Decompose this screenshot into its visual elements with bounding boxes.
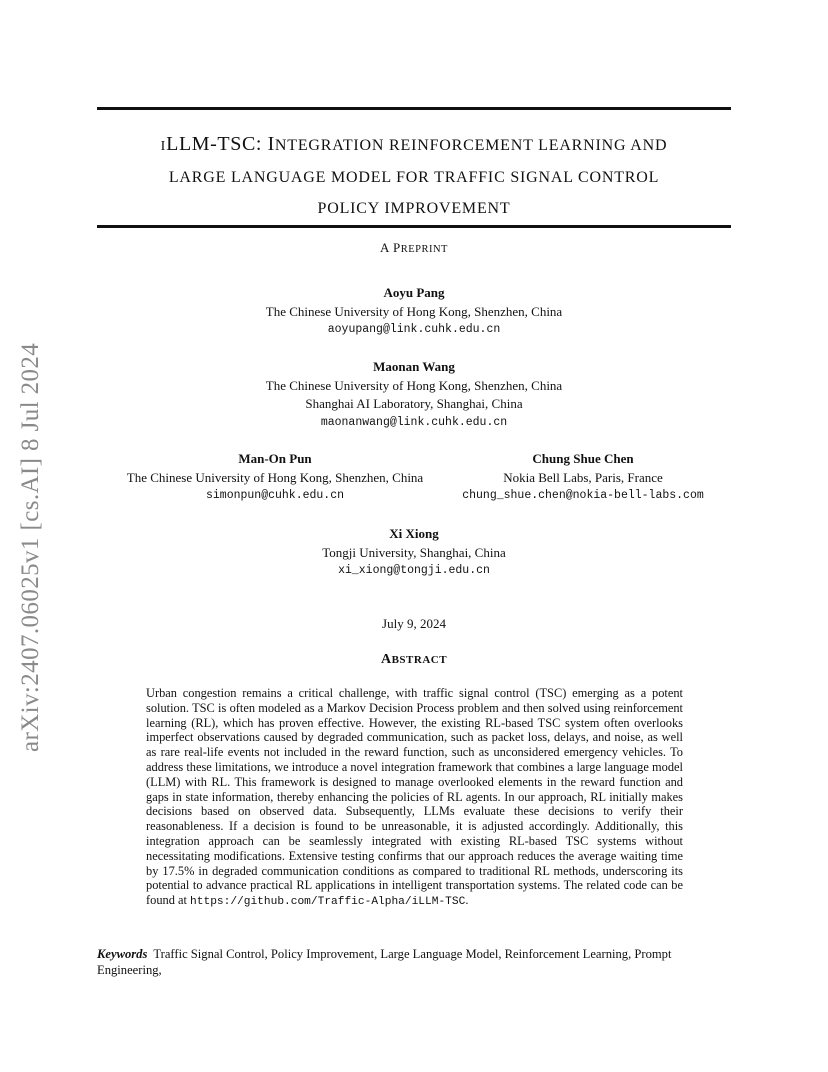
author-email: simonpun@cuhk.edu.cn [205, 489, 345, 502]
author-block [97, 358, 731, 432]
author-name: Chung Shue Chen [532, 451, 634, 466]
preprint-label: A PREPRINT [380, 240, 448, 255]
title-line-1: ILLM-TSC: INTEGRATION REINFORCEMENT LEARNING AND [160, 133, 668, 155]
code-link[interactable]: https://github.com/Traffic-Alpha/iLLM-TSC [190, 896, 466, 909]
author-name: Aoyu Pang [383, 285, 445, 300]
author-block [97, 525, 731, 581]
author-email: xi_xiong@tongji.edu.cn [338, 564, 490, 577]
abstract-heading: ABSTRACT [380, 652, 448, 667]
author-block [455, 450, 711, 506]
author-email: maonanwang@link.cuhk.edu.cn [320, 415, 508, 429]
publication-date: July 9, 2024 [382, 616, 446, 631]
author-name: Man-On Pun [238, 451, 312, 466]
author-affiliation: Shanghai AI Laboratory, Shanghai, China [305, 396, 523, 411]
author-affiliation: Tongji University, Shanghai, China [322, 544, 506, 560]
title-top-rule [97, 107, 731, 110]
author-block [97, 450, 453, 506]
author-email: aoyupang@link.cuhk.edu.cn [327, 323, 501, 336]
keywords-label: Keywords [97, 947, 148, 961]
author-affiliation: The Chinese University of Hong Kong, Shenzhen, China [265, 303, 563, 319]
author-affiliation: Nokia Bell Labs, Paris, France [503, 469, 663, 485]
keywords-text: Traffic Signal Control, Policy Improvement, Large Language Model, Reinforcement Learning, Prompt Engineering, [97, 947, 672, 977]
arxiv-identifier-stamp: arXiv:2407.06025v1 [cs.AI] 8 Jul 2024 [17, 342, 44, 752]
author-affiliation: The Chinese University of Hong Kong, Shenzhen, China [126, 469, 424, 485]
abstract-text: Urban congestion remains a critical challenge, with traffic signal control (TSC) emerging as a potent solution. TSC is often modeled as a Markov Decision Process problem and then solved using reinforcement learning (RL), which has proven effective. However, the existing RL-based TSC system often overlooks imperfect observations caused by degraded communication, such as packet loss, delays, and noise, as well as rare real-life events not included in the reward function, such as unconsidered emergency vehicles. To address these limitations, we introduce a novel integration framework that combines a large language model (LLM) with RL. This framework is designed to manage overlooked elements in the reward function and gaps in state information, thereby enhancing the policies of RL agents. In our approach, RL initially makes decisions based on observed data. Subsequently, LLMs evaluate these decisions to verify their reasonableness. If a decision is found to be unreasonable, it is adjusted accordingly. Additionally, this integration approach can be seamlessly integrated with existing RL-based TSC systems without necessitating modifications. Extensive testing confirms that our approach reduces the average waiting time by 17.5% in degraded communication conditions as compared to traditional RL methods, underscoring its potential to advance practical RL applications in intelligent transportation systems. The related code can be found at https://github.com/Traffic-Alpha/iLLM-TSC. [146, 686, 683, 909]
author-name: Xi Xiong [389, 526, 439, 541]
author-block [97, 284, 731, 340]
title-line-2: LARGE LANGUAGE MODEL FOR TRAFFIC SIGNAL CONTROL [168, 169, 660, 186]
keywords-section [97, 947, 731, 978]
author-email: chung_shue.chen@nokia-bell-labs.com [462, 489, 704, 502]
title-line-3: POLICY IMPROVEMENT [317, 200, 511, 217]
title-bottom-rule [97, 225, 731, 228]
author-affiliation: The Chinese University of Hong Kong, Shenzhen, China [265, 377, 563, 393]
author-name: Maonan Wang [373, 359, 455, 374]
paper-title [97, 129, 731, 224]
